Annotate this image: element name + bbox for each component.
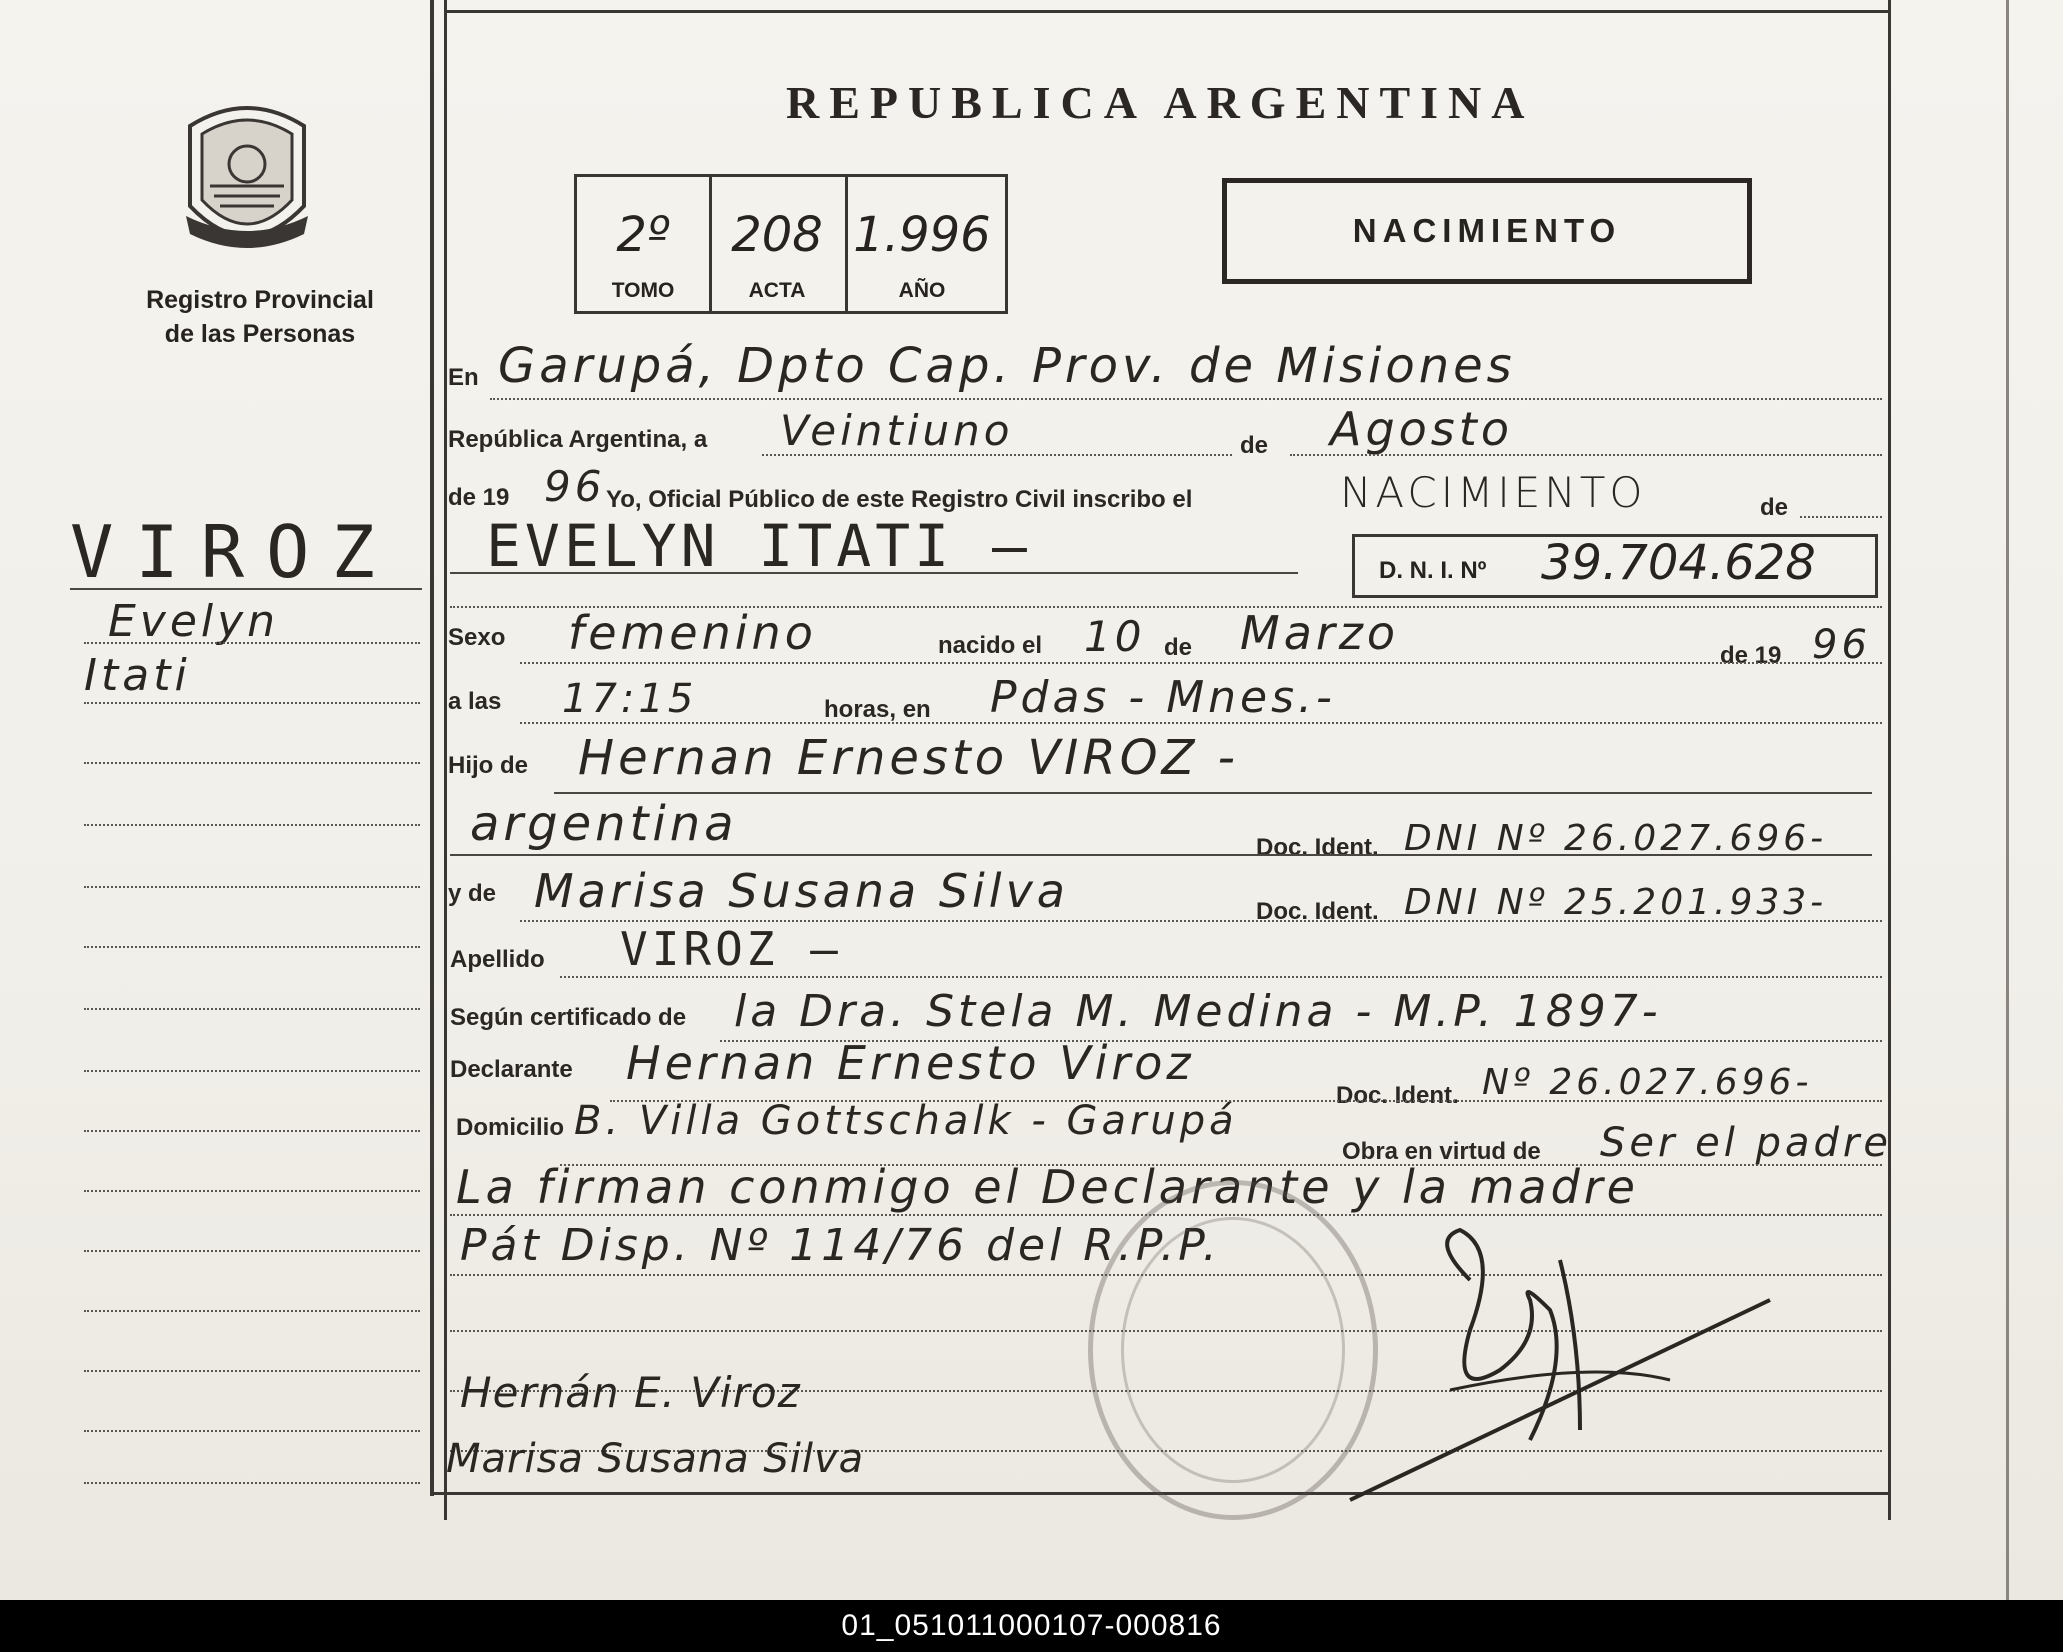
margin-line-13: [84, 1310, 420, 1312]
horas-label: horas, en: [824, 696, 931, 723]
de-label-3: de: [1164, 634, 1193, 661]
certificado-value: la Dra. Stela M. Medina - M.P. 1897-: [734, 986, 1662, 1037]
margin-rule-1: [70, 588, 422, 590]
hijo-label: Hijo de: [448, 752, 529, 779]
line-5: [520, 662, 1882, 664]
margin-line-15: [84, 1430, 420, 1432]
margin-line-10: [84, 1130, 420, 1132]
margin-line-6: [84, 886, 420, 888]
line-7: [554, 792, 1872, 794]
act-value: NACIMIENTO: [1340, 468, 1647, 517]
birth-day-value: 10: [1084, 612, 1146, 661]
margin-line-16: [84, 1482, 420, 1484]
republica-label: República Argentina, a: [448, 426, 708, 453]
inscribo-label: Yo, Oficial Público de este Registro Civil inscribo el: [606, 486, 1193, 513]
column-divider: [430, 0, 434, 1496]
document-title: REPUBLICA ARGENTINA: [786, 77, 1535, 128]
dni-box: [1352, 534, 1878, 598]
mother-value: Marisa Susana Silva: [534, 864, 1069, 918]
en-label: En: [448, 364, 479, 391]
apellido-value: VIROZ —: [620, 922, 842, 976]
month-value: Agosto: [1330, 402, 1513, 456]
line-1: [490, 398, 1882, 400]
margin-line-3: [84, 702, 420, 704]
birth-year-suffix-value: 96: [1812, 622, 1871, 668]
acta-cell: [709, 177, 848, 311]
time-value: 17:15: [562, 676, 698, 722]
declarante-value: Hernan Ernesto Viroz: [626, 1036, 1195, 1090]
note-line-1: La firman conmigo el Declarante y la madre: [456, 1160, 1639, 1214]
dni-label: D. N. I. Nº: [1379, 557, 1487, 584]
father-signature: Hernán E. Viroz: [460, 1368, 801, 1417]
domicilio-label: Domicilio: [456, 1114, 565, 1141]
anio-cell: [845, 177, 999, 311]
form-right-border: [1888, 0, 1891, 1520]
page-edge-right: [2006, 0, 2009, 1600]
acta-label: ACTA: [748, 279, 806, 302]
official-stamp-inner-ring: [1121, 1217, 1345, 1483]
father-value: Hernan Ernesto VIROZ -: [578, 730, 1239, 786]
image-code-footer: 01_051011000107-000816: [0, 1600, 2063, 1652]
acta-value: 208: [731, 207, 823, 263]
year-suffix-value: 96: [544, 462, 606, 511]
margin-line-5: [84, 824, 420, 826]
tomo-value: 2º: [616, 207, 670, 263]
tomo-cell: [577, 177, 712, 311]
obra-label: Obra en virtud de: [1342, 1138, 1541, 1165]
margin-line-7: [84, 946, 420, 948]
line-4: [450, 572, 1298, 574]
record-type-box: NACIMIENTO: [1222, 178, 1752, 284]
de-label: de: [1240, 432, 1269, 459]
line-3: [1800, 516, 1882, 518]
y-de-label: y de: [448, 880, 497, 907]
margin-line-11: [84, 1190, 420, 1192]
line-6: [520, 722, 1882, 724]
declarante-label: Declarante: [450, 1056, 573, 1083]
form-top-border: [444, 10, 1890, 13]
declarante-doc-value: Nº 26.027.696-: [1482, 1062, 1813, 1103]
de-label-2: de: [1760, 494, 1789, 521]
nacido-label: nacido el: [938, 632, 1043, 659]
place-value: Garupá, Dpto Cap. Prov. de Misiones: [498, 338, 1516, 394]
note-line-2: Pát Disp. Nº 114/76 del R.P.P.: [460, 1220, 1221, 1271]
father-doc-value: DNI Nº 26.027.696-: [1404, 818, 1828, 859]
child-name-value: EVELYN ITATI —: [486, 512, 1031, 580]
record-number-box: [574, 174, 1008, 314]
officer-signature-icon: [1330, 1220, 1800, 1520]
margin-line-14: [84, 1370, 420, 1372]
mother-signature: Marisa Susana Silva: [446, 1436, 865, 1482]
dni-value: 39.704.628: [1541, 535, 1816, 591]
certificado-label: Según certificado de: [450, 1004, 687, 1031]
registry-line-2: de las Personas: [164, 320, 356, 348]
margin-line-12: [84, 1250, 420, 1252]
margin-given-name-1: Evelyn: [108, 596, 280, 647]
year-prefix-label: de 19: [448, 484, 510, 511]
provincial-seal-icon: [178, 96, 316, 256]
tomo-label: TOMO: [611, 279, 675, 302]
place-birth-value: Pdas - Mnes.-: [990, 672, 1336, 723]
registry-line-1: Registro Provincial: [146, 286, 374, 314]
domicilio-value: B. Villa Gottschalk - Garupá: [574, 1098, 1238, 1144]
line-2a: [762, 454, 1232, 456]
anio-label: AÑO: [898, 279, 946, 302]
margin-line-4: [84, 762, 420, 764]
obra-value: Ser el padre: [1600, 1120, 1892, 1166]
line-2b: [1290, 454, 1882, 456]
margin-given-name-2: Itati: [84, 650, 191, 701]
sexo-label: Sexo: [448, 624, 506, 651]
margin-line-2: [84, 642, 420, 644]
form-left-border: [444, 0, 447, 1520]
apellido-label: Apellido: [450, 946, 545, 973]
birth-month-value: Marzo: [1240, 606, 1400, 660]
registry-name: [120, 283, 400, 351]
doc-ident-label: Doc. Ident.: [1256, 834, 1379, 861]
sexo-value: femenino: [568, 606, 817, 660]
doc-ident-label-3: Doc. Ident.: [1336, 1082, 1459, 1109]
left-margin-column: [0, 0, 430, 1560]
birth-year-prefix-label: de 19: [1720, 642, 1782, 669]
margin-line-9: [84, 1070, 420, 1072]
line-10: [560, 976, 1882, 978]
margin-surname: VIROZ: [70, 510, 397, 594]
day-words-value: Veintiuno: [780, 406, 1014, 455]
father-nationality-value: argentina: [470, 796, 738, 852]
line-8: [450, 854, 1872, 856]
mother-doc-value: DNI Nº 25.201.933-: [1404, 882, 1828, 923]
margin-line-8: [84, 1008, 420, 1010]
anio-value: 1.996: [853, 207, 991, 263]
a-las-label: a las: [448, 688, 502, 715]
doc-ident-label-2: Doc. Ident.: [1256, 898, 1379, 925]
